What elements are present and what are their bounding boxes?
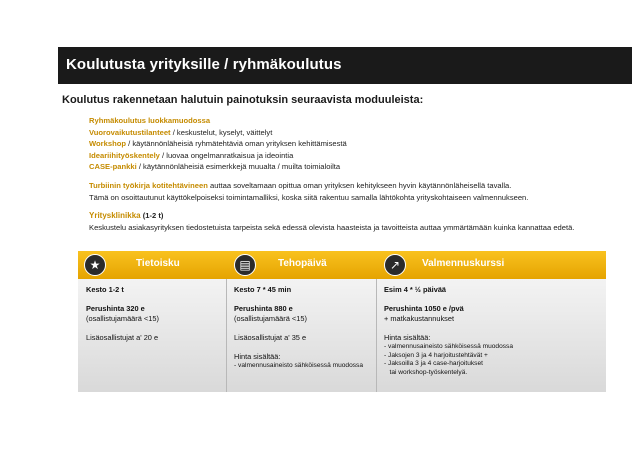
module-name: Vuorovaikutustilanteet [89, 127, 171, 137]
package-extra: Lisäosallistujat a' 35 e [234, 333, 307, 342]
module-name: Ryhmäkoulutus luokkamuodossa [89, 116, 211, 125]
package-extra: Lisäosallistujat a' 20 e [86, 333, 159, 342]
package-price-note: (osallistujamäärä <15) [234, 314, 307, 323]
module-item [89, 161, 347, 173]
top-margin [0, 0, 638, 36]
package-header-tietoisku [78, 251, 228, 279]
module-item [89, 150, 347, 162]
growth-chart-icon: ↗ [384, 254, 406, 276]
page-title: Koulutusta yrityksille / ryhmäkoulutus [66, 56, 342, 73]
clinic-text: Keskustelu asiakasyrityksen tiedostetuista tarpeista sekä edessä olevista haasteista ja tavoitteista auttaa ymmärtämään kuinka kannattaa edetä. [89, 222, 575, 232]
module-desc: / käytännönläheisiä ryhmätehtäviä oman yrityksen kehittämisestä [128, 139, 347, 149]
module-item [89, 115, 347, 127]
module-desc: / keskustelut, kyselyt, väittelyt [172, 127, 273, 137]
workbook-paragraph [89, 180, 528, 203]
package-price: Perushinta 1050 e /pvä [384, 304, 464, 313]
clinic-paragraph [89, 210, 574, 233]
package-include-item: - valmennusaineisto sähköisessä muodossa [384, 343, 514, 350]
package-title: Tietoisku [136, 258, 180, 269]
package-duration: Esim 4 * ½ päivää [384, 285, 447, 294]
module-desc: / käytännönläheisiä esimerkkejä muualta / muilta toimialoilta [138, 162, 341, 172]
clinic-tag: (1-2 t) [140, 211, 164, 220]
clinic-name: Yritysklinikka [89, 211, 141, 220]
package-duration: Kesto 1-2 t [86, 285, 124, 294]
package-include-item: tai workshop-työskentelyä. [384, 368, 468, 376]
star-icon: ★ [84, 254, 106, 276]
module-desc: / luovaa ongelmanratkaisua ja ideointia [162, 150, 294, 160]
package-cell-tehopaiva [234, 279, 374, 392]
workbook-icon: ▤ [234, 254, 256, 276]
package-cell-valmennuskurssi [384, 279, 602, 392]
package-include-item: - valmennusaineisto sähköisessä muodossa [234, 362, 364, 369]
module-name: CASE-pankki [89, 162, 137, 172]
package-title: Tehopäivä [278, 258, 327, 269]
workbook-text-2: Tämä on osoittautunut käyttökelpoiseksi toimintamalliksi, koska siitä rakentuu samalla lähtökohta yrityskohtaiseen valmennukseen. [89, 192, 529, 202]
workbook-name: Turbiinin työkirja kotitehtävineen [89, 181, 208, 190]
module-name: Ideariihityöskentely [89, 150, 160, 160]
title-banner [58, 47, 632, 84]
column-divider [226, 279, 227, 392]
package-table [78, 251, 606, 392]
module-item [89, 127, 347, 139]
package-duration: Kesto 7 * 45 min [234, 285, 292, 294]
column-divider [376, 279, 377, 392]
package-include-item: - Jaksojen 3 ja 4 harjoitustehtävät + [384, 351, 488, 359]
package-header-valmennuskurssi [378, 251, 606, 279]
module-list [89, 115, 347, 173]
package-price: Perushinta 880 e [234, 304, 293, 313]
package-includes-title: Hinta sisältää: [384, 333, 431, 342]
package-header-tehopaiva [228, 251, 378, 279]
lead-heading: Koulutus rakennetaan halutuin painotuksin seuraavista moduuleista: [62, 94, 424, 106]
module-name: Workshop [89, 139, 126, 149]
module-item [89, 138, 347, 150]
package-cell-tietoisku [86, 279, 224, 392]
package-price: Perushinta 320 e [86, 304, 145, 313]
package-title: Valmennuskurssi [422, 258, 505, 269]
workbook-text: auttaa soveltamaan opittua oman yrityksen kehitykseen hyvin käytännönläheisellä tavalla. [207, 181, 512, 190]
package-price-note: + matkakustannukset [384, 314, 455, 323]
package-include-item: - Jaksoilla 3 ja 4 case-harjoitukset [384, 360, 483, 368]
package-price-note: (osallistujamäärä <15) [86, 314, 159, 323]
package-includes-title: Hinta sisältää: [234, 352, 281, 361]
